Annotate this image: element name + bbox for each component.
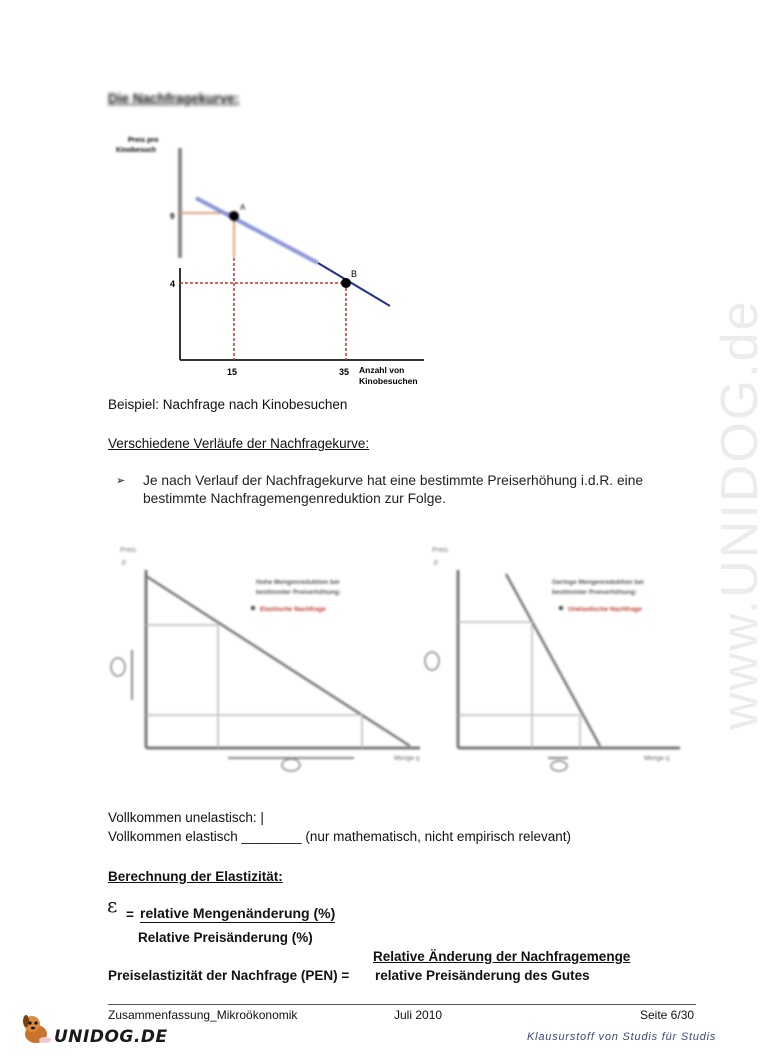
line-elastic: Vollkommen elastisch ________ (nur mathematisch, nicht empirisch relevant) xyxy=(108,829,571,844)
chart2-xlabel: Menge q xyxy=(394,755,420,762)
chart2-ysub: p xyxy=(122,559,126,566)
pen-denominator: relative Preisänderung des Gutes xyxy=(375,968,590,983)
footer-divider xyxy=(108,1004,696,1005)
epsilon-symbol: ε xyxy=(107,893,118,917)
chart2-legend-title-2: bestimmter Preiserhöhung: xyxy=(256,589,341,596)
chart1-xlabel-1: Anzahl von xyxy=(359,365,405,375)
eps-denominator: Relative Preisänderung (%) xyxy=(138,930,313,945)
logo-text: UNIDOG.DE xyxy=(54,1027,168,1047)
chart3-ylabel: Preis xyxy=(432,547,448,554)
chart1-ylabel-2: Kinobesuch xyxy=(116,147,157,154)
dog-logo-icon xyxy=(20,1012,54,1046)
elastic-demand-chart xyxy=(110,540,432,775)
demand-curve-chart xyxy=(108,128,448,393)
eps-numerator: relative Mengenänderung (%) xyxy=(140,905,336,921)
tagline: Klausurstoff von Studis für Studis xyxy=(527,1031,717,1043)
heading-calc: Berechnung der Elastizität: xyxy=(108,869,283,884)
chart2-legend-item: Elastische Nachfrage xyxy=(260,606,326,613)
watermark: www.UNIDOG.de xyxy=(711,299,769,730)
chart1-xtick-35: 35 xyxy=(339,367,350,377)
chart3-legend-item: Unelastische Nachfrage xyxy=(568,606,642,613)
pen-label: Preiselastizität der Nachfrage (PEN) = xyxy=(108,968,350,983)
chart1-point-a: A xyxy=(240,203,246,212)
heading-variants: Verschiedene Verläufe der Nachfragekurve: xyxy=(108,436,370,451)
heading-demand-curve: Die Nachfragekurve: xyxy=(108,91,240,106)
chart2-legend-title-1: Hohe Mengenreduktion bei xyxy=(256,579,340,586)
inelastic-demand-chart xyxy=(418,540,693,775)
footer-right: Seite 6/30 xyxy=(640,1008,695,1022)
bullet-line-1: Je nach Verlauf der Nachfragekurve hat eine bestimmte Preiserhöhung i.d.R. eine xyxy=(143,473,644,488)
chart1-xlabel-2: Kinobesuchen xyxy=(359,376,418,386)
eq-sign: = xyxy=(126,907,134,922)
chart2-ylabel: Preis xyxy=(120,547,136,554)
footer-left: Zusammenfassung_Mikroökonomik xyxy=(108,1008,298,1022)
bullet-line-2: bestimmte Nachfragemengenreduktion zur Folge. xyxy=(143,491,446,506)
caption-example: Beispiel: Nachfrage nach Kinobesuchen xyxy=(108,397,348,412)
chart3-xlabel: Menge q xyxy=(644,755,670,762)
footer-center: Juli 2010 xyxy=(394,1008,443,1022)
pen-numerator: Relative Änderung der Nachfragemenge xyxy=(373,949,631,964)
chart1-ytick-9: 9 xyxy=(170,212,175,221)
chart1-point-b: B xyxy=(351,269,358,279)
bullet-arrow-icon: ➢ xyxy=(116,475,126,487)
chart3-legend-title-1: Geringe Mengenreduktion bei xyxy=(552,579,644,586)
chart3-ysub: p xyxy=(434,559,438,566)
chart1-ylabel-1: Preis pro xyxy=(128,137,159,144)
chart1-ytick-4: 4 xyxy=(170,279,176,289)
chart3-legend-title-2: bestimmter Preiserhöhung: xyxy=(552,589,637,596)
line-inelastic: Vollkommen unelastisch: | xyxy=(108,810,264,825)
chart1-xtick-15: 15 xyxy=(227,367,238,377)
